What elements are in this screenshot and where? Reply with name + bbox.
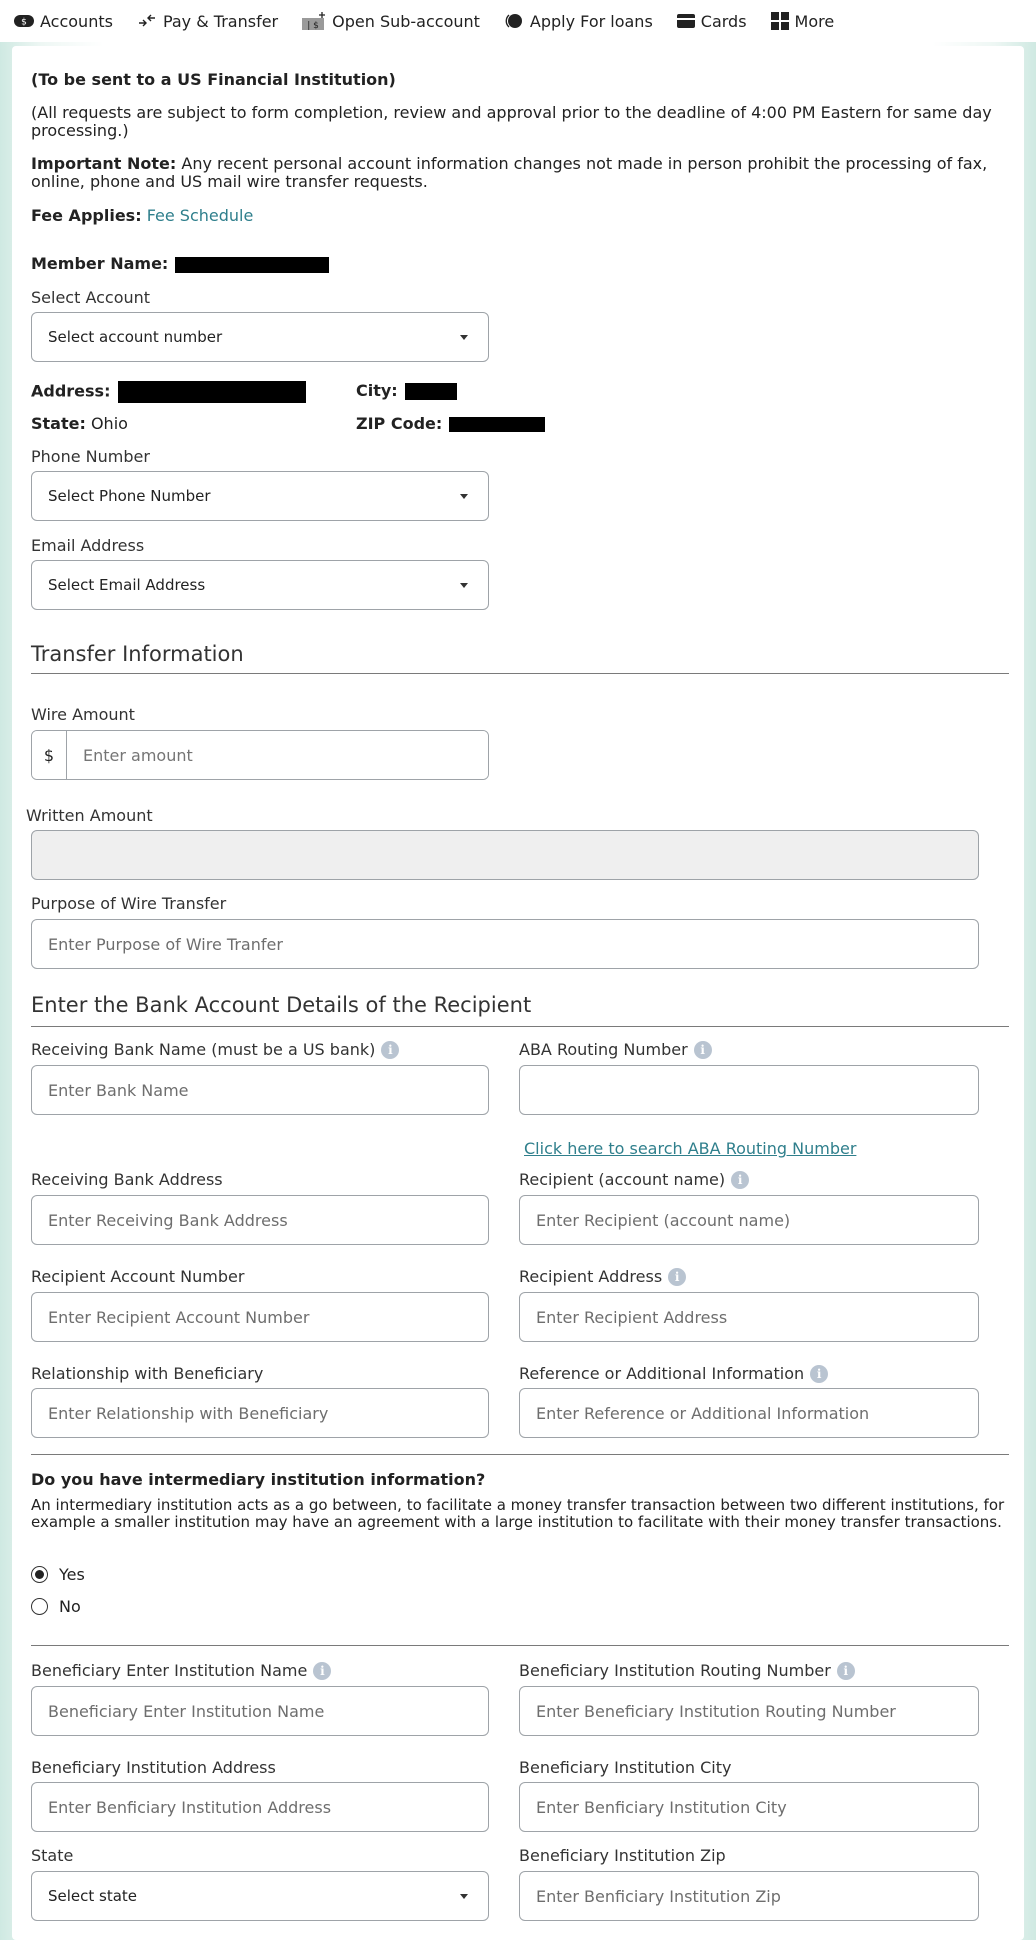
top-navigation xyxy=(0,0,1036,42)
nav-accounts-label: Accounts xyxy=(40,11,113,31)
bank-name-input[interactable] xyxy=(31,1065,489,1115)
member-address xyxy=(31,381,306,403)
nav-accounts[interactable] xyxy=(14,12,113,31)
section-divider xyxy=(31,673,1009,674)
recipient-details-title: Enter the Bank Account Details of the Recipient xyxy=(31,993,532,1017)
redacted-address xyxy=(118,381,306,403)
radio-unchecked-icon xyxy=(31,1598,48,1615)
member-name-label: Member Name: xyxy=(31,254,169,273)
card-icon xyxy=(677,14,695,28)
nav-apply-loans[interactable] xyxy=(504,12,653,31)
aba-search-link[interactable]: Click here to search ABA Routing Number xyxy=(524,1139,857,1158)
yes-label: Yes xyxy=(59,1565,85,1584)
beneficiary-state-dropdown[interactable] xyxy=(31,1871,489,1921)
nav-open-sub-account[interactable] xyxy=(302,11,480,31)
recipient-address-input[interactable] xyxy=(519,1292,979,1342)
chevron-down-icon xyxy=(460,335,468,340)
account-number-input[interactable] xyxy=(31,1292,489,1342)
svg-text:| $: | $ xyxy=(307,21,319,31)
member-city xyxy=(356,381,457,400)
section-divider xyxy=(31,1454,1009,1455)
beneficiary-address-label: Beneficiary Institution Address xyxy=(31,1758,276,1777)
aba-routing-label-text: ABA Routing Number xyxy=(519,1040,688,1059)
wire-amount-input[interactable] xyxy=(67,731,488,779)
email-address-dropdown[interactable] xyxy=(31,560,489,610)
redacted-city xyxy=(405,383,457,400)
beneficiary-inst-name-label-text: Beneficiary Enter Institution Name xyxy=(31,1661,308,1680)
select-account-value: Select account number xyxy=(48,328,223,346)
member-state xyxy=(31,414,128,433)
bank-address-label: Receiving Bank Address xyxy=(31,1170,223,1189)
important-note xyxy=(31,155,1021,191)
nav-more[interactable] xyxy=(771,12,835,31)
aba-routing-label xyxy=(519,1040,712,1059)
chevron-down-icon xyxy=(460,1894,468,1899)
bank-name-label-text: Receiving Bank Name (must be a US bank) xyxy=(31,1040,376,1059)
aba-routing-input[interactable] xyxy=(519,1065,979,1115)
account-number-label: Recipient Account Number xyxy=(31,1267,245,1286)
chevron-down-icon xyxy=(460,583,468,588)
zip-label: ZIP Code: xyxy=(356,414,443,433)
info-icon[interactable]: i xyxy=(381,1041,399,1059)
recipient-address-label xyxy=(519,1267,686,1286)
beneficiary-address-input[interactable] xyxy=(31,1782,489,1832)
grid-icon xyxy=(771,12,789,30)
redacted-member-name xyxy=(175,257,329,273)
purpose-input[interactable] xyxy=(31,919,979,969)
city-label: City: xyxy=(356,381,398,400)
radio-checked-icon xyxy=(31,1566,48,1583)
intermediary-no-radio[interactable] xyxy=(31,1597,81,1616)
phone-number-dropdown[interactable] xyxy=(31,471,489,521)
email-address-label: Email Address xyxy=(31,536,145,555)
purpose-label: Purpose of Wire Transfer xyxy=(31,894,227,913)
info-icon[interactable]: i xyxy=(837,1662,855,1680)
beneficiary-zip-label: Beneficiary Institution Zip xyxy=(519,1846,726,1865)
intermediary-yes-radio[interactable] xyxy=(31,1565,85,1584)
beneficiary-city-label: Beneficiary Institution City xyxy=(519,1758,732,1777)
important-note-label: Important Note: xyxy=(31,154,177,173)
fee-applies-label: Fee Applies: xyxy=(31,206,142,225)
important-note-text: Any recent personal account information changes not made in person prohibit the processing of fax, online, phone and US mail wire transfer requests. xyxy=(31,154,988,191)
wire-transfer-form xyxy=(12,46,1024,1940)
beneficiary-routing-input[interactable] xyxy=(519,1686,979,1736)
loan-icon xyxy=(504,13,524,29)
reference-label-text: Reference or Additional Information xyxy=(519,1364,805,1383)
state-value: Ohio xyxy=(85,414,128,433)
fee-applies xyxy=(31,206,253,225)
chevron-down-icon xyxy=(460,494,468,499)
beneficiary-state-label: State xyxy=(31,1846,74,1865)
nav-apply-loans-label: Apply For loans xyxy=(529,11,653,31)
redacted-zip xyxy=(449,417,545,432)
beneficiary-inst-name-input[interactable] xyxy=(31,1686,489,1736)
select-account-label: Select Account xyxy=(31,288,151,307)
nav-cards[interactable] xyxy=(677,12,747,31)
sub-account-icon xyxy=(302,11,326,31)
beneficiary-routing-label-text: Beneficiary Institution Routing Number xyxy=(519,1661,831,1680)
recipient-name-input[interactable] xyxy=(519,1195,979,1245)
transfer-information-title: Transfer Information xyxy=(31,642,244,666)
info-icon[interactable]: i xyxy=(731,1171,749,1189)
fee-schedule-link[interactable]: Fee Schedule xyxy=(146,206,254,225)
intermediary-question: Do you have intermediary institution information? xyxy=(31,1470,486,1489)
recipient-name-label-text: Recipient (account name) xyxy=(519,1170,726,1189)
relationship-input[interactable] xyxy=(31,1388,489,1438)
reference-input[interactable] xyxy=(519,1388,979,1438)
member-name xyxy=(31,254,329,273)
beneficiary-routing-label xyxy=(519,1661,855,1680)
money-icon xyxy=(14,15,34,27)
recipient-name-label xyxy=(519,1170,749,1189)
bank-address-input[interactable] xyxy=(31,1195,489,1245)
beneficiary-city-input[interactable] xyxy=(519,1782,979,1832)
address-label: Address: xyxy=(31,381,111,401)
intermediary-description: An intermediary institution acts as a go between, to facilitate a money transfer transaction between two different institutions, for example a smaller institution may have an agreement with a large institution to facilitate with their money transfer transactions. xyxy=(31,1496,1005,1531)
reference-label xyxy=(519,1364,828,1383)
section-divider xyxy=(31,1026,1009,1027)
recipient-address-label-text: Recipient Address xyxy=(519,1267,663,1286)
no-label: No xyxy=(59,1597,81,1616)
svg-text:$: $ xyxy=(21,17,27,27)
nav-cards-label: Cards xyxy=(700,11,747,31)
email-address-value: Select Email Address xyxy=(48,576,206,594)
written-amount-label: Written Amount xyxy=(26,806,153,825)
wire-amount-label: Wire Amount xyxy=(31,705,135,724)
info-icon[interactable]: i xyxy=(810,1365,828,1383)
wire-amount-group xyxy=(31,730,489,780)
state-label: State: xyxy=(31,414,86,433)
beneficiary-zip-input[interactable] xyxy=(519,1871,979,1921)
requests-note: (All requests are subject to form completion, review and approval prior to the deadline of 4:00 PM Eastern for same day processing.) xyxy=(31,103,992,140)
written-amount-field xyxy=(31,830,979,880)
phone-number-label: Phone Number xyxy=(31,447,150,466)
beneficiary-state-value: Select state xyxy=(48,1887,138,1905)
nav-pay-transfer-label: Pay & Transfer xyxy=(162,11,279,31)
beneficiary-inst-name-label xyxy=(31,1661,331,1680)
select-account-dropdown[interactable] xyxy=(31,312,489,362)
nav-more-label: More xyxy=(794,11,835,31)
phone-number-value: Select Phone Number xyxy=(48,487,211,505)
info-icon[interactable]: i xyxy=(668,1268,686,1286)
bank-name-label xyxy=(31,1040,399,1059)
section-divider xyxy=(31,1645,1009,1646)
nav-open-sub-account-label: Open Sub-account xyxy=(332,11,480,31)
info-icon[interactable]: i xyxy=(313,1662,331,1680)
currency-symbol: $ xyxy=(32,731,67,779)
info-icon[interactable]: i xyxy=(694,1041,712,1059)
nav-pay-transfer[interactable] xyxy=(137,12,278,31)
member-zip xyxy=(356,414,545,433)
relationship-label: Relationship with Beneficiary xyxy=(31,1364,264,1383)
form-heading: (To be sent to a US Financial Institution) xyxy=(31,70,396,89)
transfer-arrows-icon xyxy=(137,13,157,29)
